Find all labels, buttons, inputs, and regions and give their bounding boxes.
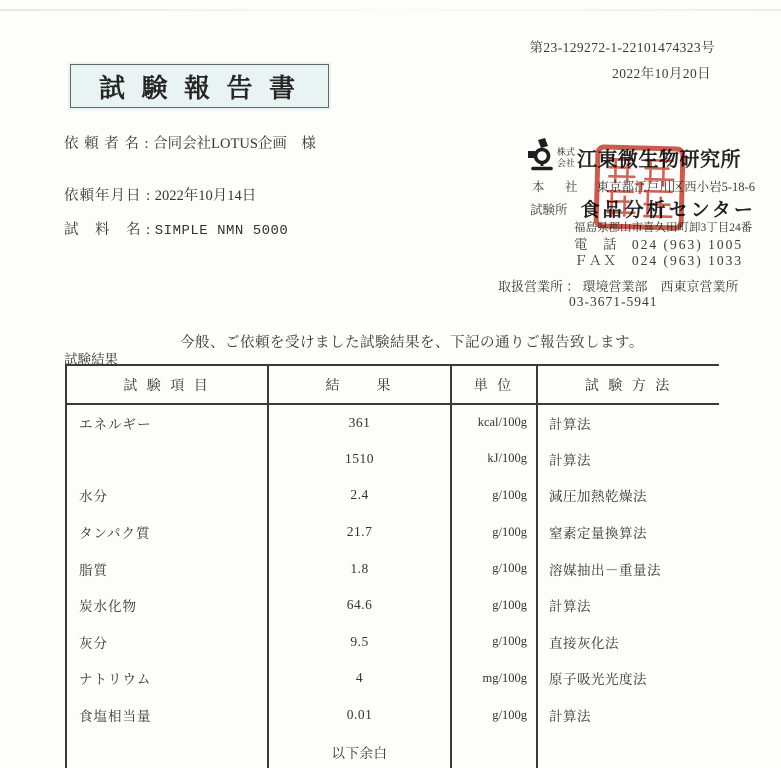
results-table-body <box>66 404 719 768</box>
cell-unit: g/100g <box>451 514 537 551</box>
request-date-field <box>64 184 256 205</box>
cell-result: 64.6 <box>268 587 451 624</box>
table-row <box>66 587 719 624</box>
request-date-value: 2022年10月14日 <box>154 188 257 204</box>
intro-sentence: 今般、ご依頼を受けました試験結果を、下記の通りご報告致します。 <box>180 335 644 351</box>
sales-office-label: 取扱営業所 ： <box>498 279 580 294</box>
cell-item: ナトリウム <box>66 660 268 697</box>
cell-method <box>537 733 719 768</box>
company-seal-stamp <box>591 143 689 235</box>
company-name: 江東微生物研究所 <box>577 149 742 171</box>
cell-method: 溶媒抽出－重量法 <box>549 562 661 578</box>
table-row <box>66 477 719 514</box>
cell-result: 361 <box>268 404 451 441</box>
table-row <box>66 697 719 734</box>
cell-item: 灰分 <box>66 624 268 661</box>
sales-office-phone: 03-3671-5941 <box>569 294 658 309</box>
cell-result: 4 <box>268 660 451 697</box>
table-row <box>66 441 719 478</box>
table-row <box>66 624 719 661</box>
cell-unit: g/100g <box>451 624 537 661</box>
cell-unit <box>451 733 537 768</box>
cell-result: 1510 <box>268 441 451 478</box>
cell-unit: kcal/100g <box>451 404 537 441</box>
cell-method: 計算法 <box>549 452 591 468</box>
cell-unit: mg/100g <box>451 660 537 697</box>
company-prefix-bottom: 会社 <box>557 157 576 168</box>
report-title-box <box>70 64 329 108</box>
phone-number: 024 (963) 1005 <box>631 237 744 252</box>
cell-method: 直接灰化法 <box>549 635 619 651</box>
cell-result: 21.7 <box>268 514 451 551</box>
cell-unit: g/100g <box>451 550 537 587</box>
sales-office-name: 環境営業部 西東京営業所 <box>582 279 739 294</box>
test-lab-address: 福島県郡山市喜久田町卸3丁目24番 <box>574 222 753 234</box>
phone-label: 電 話 <box>574 237 618 252</box>
results-section-label: 試験結果 <box>64 352 118 367</box>
cell-unit: g/100g <box>451 477 537 514</box>
headquarters-address: 東京都江戸川区西小岩5-18-6 <box>596 180 755 194</box>
cell-method: 計算法 <box>549 599 591 615</box>
microscope-icon <box>528 138 554 177</box>
cell-result: 1.8 <box>268 550 451 587</box>
cell-item <box>66 441 268 478</box>
sample-name-value: SIMPLE NMN 5000 <box>154 223 289 239</box>
fax-line <box>574 249 743 269</box>
cell-unit: g/100g <box>451 587 537 624</box>
cell-method: 原子吸光光度法 <box>549 672 647 688</box>
header-test-item: 試 験 項 目 <box>66 365 268 404</box>
company-prefix <box>557 147 575 168</box>
cell-item <box>66 733 268 768</box>
document-number: 第23-129272-1-22101474323号 <box>529 40 715 55</box>
client-name-value: 合同会社LOTUS企画 様 <box>153 136 316 152</box>
scan-artifact-line <box>0 9 781 11</box>
header-result: 結 果 <box>268 365 451 404</box>
sales-office-line <box>498 276 739 295</box>
cell-unit: kJ/100g <box>451 441 537 478</box>
cell-item: 炭水化物 <box>66 587 268 624</box>
fax-label: ＦＡＸ <box>574 253 618 268</box>
page-title: 試 験 報 告 書 <box>98 73 300 103</box>
cell-method: 計算法 <box>549 416 591 432</box>
results-table-wrap <box>65 364 719 768</box>
cell-result: 0.01 <box>268 697 451 734</box>
test-lab-name: 食品分析センター <box>580 200 756 221</box>
headquarters-label: 本 社 <box>532 180 582 194</box>
test-lab-label: 試験所 <box>530 203 568 217</box>
cell-method: 窒素定量換算法 <box>549 526 647 542</box>
results-table <box>65 364 719 768</box>
sample-name-label: 試 料 名 : <box>64 222 152 238</box>
table-row <box>66 514 719 551</box>
cell-item: エネルギー <box>66 404 268 441</box>
document-meta <box>530 36 716 82</box>
issue-date: 2022年10月20日 <box>612 66 711 81</box>
cell-method: 減圧加熱乾燥法 <box>549 489 647 505</box>
table-row <box>66 550 719 587</box>
table-row <box>66 733 719 768</box>
client-name-label: 依 頼 者 名 : <box>64 136 150 152</box>
fax-number: 024 (963) 1033 <box>631 253 744 268</box>
cell-result: 9.5 <box>268 624 451 661</box>
cell-result: 2.4 <box>268 477 451 514</box>
table-row <box>66 404 719 441</box>
cell-result: 以下余白 <box>268 733 451 768</box>
cell-item: タンパク質 <box>66 514 268 551</box>
request-date-label: 依頼年月日 : <box>64 188 152 204</box>
company-prefix-top: 株式 <box>557 147 576 158</box>
table-row <box>66 660 719 697</box>
client-name-field <box>64 132 316 153</box>
cell-item: 食塩相当量 <box>66 697 268 734</box>
cell-unit: g/100g <box>451 697 537 734</box>
sample-name-field <box>64 218 288 239</box>
cell-item: 水分 <box>66 477 268 514</box>
header-test-method: 試 験 方 法 <box>537 365 719 404</box>
cell-item: 脂質 <box>66 550 268 587</box>
cell-method: 計算法 <box>549 709 591 725</box>
table-header-row <box>66 365 719 404</box>
header-unit: 単 位 <box>451 365 537 404</box>
